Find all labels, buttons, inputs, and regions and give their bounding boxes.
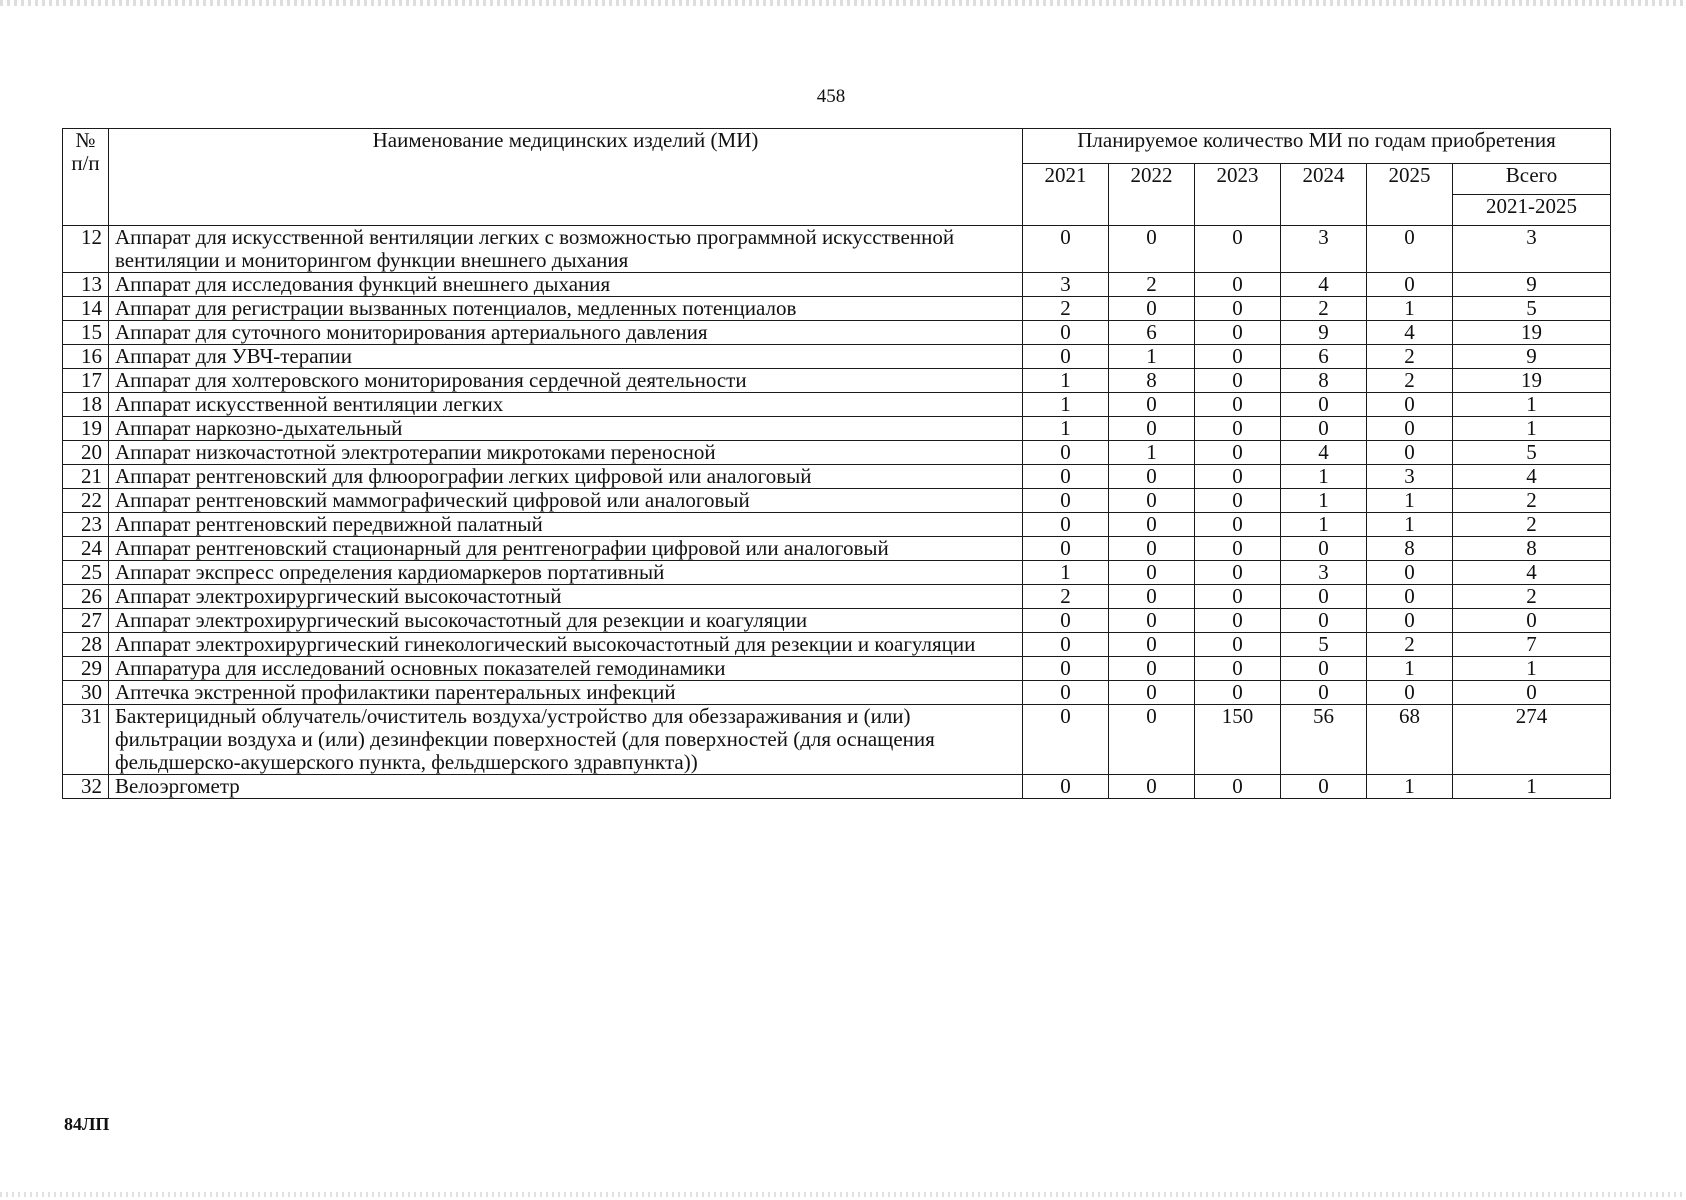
total-quantity: 2 (1453, 585, 1611, 609)
table-row (63, 657, 1611, 681)
year-quantity: 0 (1195, 321, 1281, 345)
year-quantity: 0 (1023, 537, 1109, 561)
total-quantity: 1 (1453, 417, 1611, 441)
device-name: Бактерицидный облучатель/очиститель воздуха/устройство для обеззараживания и (или) фильтрации воздуха и (или) дезинфекции поверхностей (для поверхностей (для оснащения фельдшерско-акушерского пункта, фельдшерского здравпункта)) (109, 705, 1023, 775)
year-quantity: 8 (1367, 537, 1453, 561)
row-number: 18 (63, 393, 109, 417)
year-quantity: 0 (1023, 465, 1109, 489)
year-quantity: 1 (1367, 657, 1453, 681)
year-quantity: 2 (1109, 273, 1195, 297)
year-quantity: 0 (1195, 417, 1281, 441)
year-quantity: 4 (1367, 321, 1453, 345)
row-number: 25 (63, 561, 109, 585)
table-row (63, 633, 1611, 657)
year-quantity: 150 (1195, 705, 1281, 775)
total-quantity: 8 (1453, 537, 1611, 561)
total-quantity: 9 (1453, 345, 1611, 369)
year-quantity: 0 (1281, 657, 1367, 681)
year-quantity: 0 (1195, 393, 1281, 417)
year-quantity: 0 (1023, 609, 1109, 633)
year-quantity: 1 (1281, 513, 1367, 537)
year-quantity: 1 (1023, 369, 1109, 393)
year-quantity: 8 (1281, 369, 1367, 393)
year-quantity: 0 (1109, 297, 1195, 321)
total-quantity: 2 (1453, 489, 1611, 513)
row-number: 15 (63, 321, 109, 345)
year-quantity: 6 (1281, 345, 1367, 369)
header-total-period: 2021-2025 (1453, 195, 1611, 226)
year-quantity: 0 (1195, 537, 1281, 561)
year-quantity: 0 (1109, 417, 1195, 441)
year-quantity: 3 (1281, 226, 1367, 273)
device-name: Велоэргометр (109, 775, 1023, 799)
total-quantity: 0 (1453, 609, 1611, 633)
table-row (63, 705, 1611, 775)
year-quantity: 0 (1195, 465, 1281, 489)
table-row (63, 609, 1611, 633)
device-name: Аппарат рентгеновский маммографический цифровой или аналоговый (109, 489, 1023, 513)
year-quantity: 0 (1109, 513, 1195, 537)
year-quantity: 0 (1109, 585, 1195, 609)
year-quantity: 1 (1367, 297, 1453, 321)
year-quantity: 0 (1023, 226, 1109, 273)
year-quantity: 2 (1367, 633, 1453, 657)
year-quantity: 0 (1195, 345, 1281, 369)
table-row (63, 369, 1611, 393)
scan-edge-top (0, 0, 1686, 6)
table-row (63, 441, 1611, 465)
year-quantity: 6 (1109, 321, 1195, 345)
year-quantity: 0 (1281, 775, 1367, 799)
year-quantity: 0 (1023, 681, 1109, 705)
year-quantity: 0 (1023, 489, 1109, 513)
year-quantity: 0 (1109, 226, 1195, 273)
year-quantity: 0 (1281, 681, 1367, 705)
device-name: Аптечка экстренной профилактики парентеральных инфекций (109, 681, 1023, 705)
year-quantity: 0 (1195, 489, 1281, 513)
row-number: 22 (63, 489, 109, 513)
year-quantity: 1 (1281, 465, 1367, 489)
device-name: Аппарат низкочастотной электротерапии микротоками переносной (109, 441, 1023, 465)
year-quantity: 0 (1195, 561, 1281, 585)
header-year: 2025 (1367, 164, 1453, 226)
year-quantity: 0 (1109, 609, 1195, 633)
total-quantity: 5 (1453, 441, 1611, 465)
year-quantity: 4 (1281, 273, 1367, 297)
year-quantity: 0 (1109, 633, 1195, 657)
row-number: 12 (63, 226, 109, 273)
year-quantity: 0 (1367, 393, 1453, 417)
year-quantity: 0 (1195, 226, 1281, 273)
device-name: Аппарат экспресс определения кардиомаркеров портативный (109, 561, 1023, 585)
year-quantity: 0 (1023, 345, 1109, 369)
year-quantity: 0 (1195, 273, 1281, 297)
year-quantity: 0 (1367, 441, 1453, 465)
table-row (63, 345, 1611, 369)
row-number: 16 (63, 345, 109, 369)
year-quantity: 0 (1195, 441, 1281, 465)
table-row (63, 513, 1611, 537)
device-name: Аппарат рентгеновский передвижной палатный (109, 513, 1023, 537)
year-quantity: 0 (1023, 705, 1109, 775)
row-number: 26 (63, 585, 109, 609)
year-quantity: 0 (1195, 369, 1281, 393)
row-number: 19 (63, 417, 109, 441)
header-planned-quantity: Планируемое количество МИ по годам приобретения (1023, 129, 1611, 164)
document-code: 84ЛП (64, 1114, 110, 1134)
year-quantity: 1 (1109, 345, 1195, 369)
total-quantity: 1 (1453, 775, 1611, 799)
header-year: 2023 (1195, 164, 1281, 226)
device-name: Аппарат для холтеровского мониторирования сердечной деятельности (109, 369, 1023, 393)
scan-edge-bottom (0, 1192, 1686, 1197)
device-name: Аппарат для регистрации вызванных потенциалов, медленных потенциалов (109, 297, 1023, 321)
year-quantity: 0 (1195, 681, 1281, 705)
year-quantity: 3 (1023, 273, 1109, 297)
year-quantity: 1 (1367, 489, 1453, 513)
device-name: Аппарат для суточного мониторирования артериального давления (109, 321, 1023, 345)
header-year: 2021 (1023, 164, 1109, 226)
year-quantity: 0 (1195, 633, 1281, 657)
year-quantity: 0 (1367, 681, 1453, 705)
year-quantity: 0 (1109, 465, 1195, 489)
year-quantity: 0 (1195, 297, 1281, 321)
device-name: Аппарат электрохирургический высокочастотный для резекции и коагуляции (109, 609, 1023, 633)
header-year: 2022 (1109, 164, 1195, 226)
year-quantity: 68 (1367, 705, 1453, 775)
total-quantity: 1 (1453, 657, 1611, 681)
year-quantity: 0 (1281, 609, 1367, 633)
device-name: Аппарат для искусственной вентиляции легких с возможностью программной искусственной вентиляции и мониторингом функции внешнего дыхания (109, 226, 1023, 273)
year-quantity: 0 (1367, 585, 1453, 609)
year-quantity: 0 (1023, 657, 1109, 681)
table-row (63, 775, 1611, 799)
total-quantity: 19 (1453, 369, 1611, 393)
table-row (63, 465, 1611, 489)
row-number: 24 (63, 537, 109, 561)
device-name: Аппарат рентгеновский для флюорографии легких цифровой или аналоговый (109, 465, 1023, 489)
year-quantity: 0 (1367, 273, 1453, 297)
total-quantity: 3 (1453, 226, 1611, 273)
total-quantity: 9 (1453, 273, 1611, 297)
year-quantity: 0 (1195, 775, 1281, 799)
year-quantity: 4 (1281, 441, 1367, 465)
year-quantity: 5 (1281, 633, 1367, 657)
total-quantity: 5 (1453, 297, 1611, 321)
year-quantity: 1 (1109, 441, 1195, 465)
table-row (63, 585, 1611, 609)
year-quantity: 0 (1281, 585, 1367, 609)
row-number: 13 (63, 273, 109, 297)
row-number: 21 (63, 465, 109, 489)
year-quantity: 2 (1367, 345, 1453, 369)
table-header (63, 129, 1611, 226)
year-quantity: 0 (1195, 657, 1281, 681)
medical-devices-table (62, 128, 1611, 799)
year-quantity: 0 (1023, 441, 1109, 465)
table-row (63, 489, 1611, 513)
year-quantity: 0 (1367, 609, 1453, 633)
year-quantity: 0 (1195, 585, 1281, 609)
year-quantity: 1 (1367, 513, 1453, 537)
year-quantity: 0 (1281, 393, 1367, 417)
year-quantity: 0 (1109, 775, 1195, 799)
table-row (63, 273, 1611, 297)
row-number: 17 (63, 369, 109, 393)
year-quantity: 0 (1023, 513, 1109, 537)
total-quantity: 274 (1453, 705, 1611, 775)
year-quantity: 1 (1023, 393, 1109, 417)
year-quantity: 0 (1023, 633, 1109, 657)
row-number: 14 (63, 297, 109, 321)
header-total: Всего (1453, 164, 1611, 195)
year-quantity: 2 (1023, 297, 1109, 321)
year-quantity: 9 (1281, 321, 1367, 345)
year-quantity: 8 (1109, 369, 1195, 393)
table-body (63, 226, 1611, 799)
device-name: Аппарат рентгеновский стационарный для рентгенографии цифровой или аналоговый (109, 537, 1023, 561)
header-number: № п/п (63, 129, 109, 226)
year-quantity: 2 (1281, 297, 1367, 321)
year-quantity: 0 (1023, 775, 1109, 799)
total-quantity: 1 (1453, 393, 1611, 417)
year-quantity: 0 (1367, 226, 1453, 273)
table-row (63, 297, 1611, 321)
total-quantity: 2 (1453, 513, 1611, 537)
header-year: 2024 (1281, 164, 1367, 226)
year-quantity: 0 (1023, 321, 1109, 345)
year-quantity: 0 (1195, 513, 1281, 537)
year-quantity: 0 (1195, 609, 1281, 633)
device-name: Аппарат электрохирургический гинекологический высокочастотный для резекции и коагуляции (109, 633, 1023, 657)
year-quantity: 3 (1281, 561, 1367, 585)
year-quantity: 0 (1281, 537, 1367, 561)
row-number: 31 (63, 705, 109, 775)
year-quantity: 0 (1109, 681, 1195, 705)
year-quantity: 1 (1367, 775, 1453, 799)
year-quantity: 0 (1109, 705, 1195, 775)
year-quantity: 1 (1023, 417, 1109, 441)
total-quantity: 4 (1453, 561, 1611, 585)
page-number: 458 (816, 86, 846, 107)
table-row (63, 226, 1611, 273)
device-name: Аппарат для УВЧ-терапии (109, 345, 1023, 369)
year-quantity: 1 (1023, 561, 1109, 585)
year-quantity: 0 (1109, 393, 1195, 417)
table-row (63, 681, 1611, 705)
year-quantity: 2 (1367, 369, 1453, 393)
header-device-name: Наименование медицинских изделий (МИ) (109, 129, 1023, 226)
total-quantity: 19 (1453, 321, 1611, 345)
device-name: Аппарат наркозно-дыхательный (109, 417, 1023, 441)
table-row (63, 393, 1611, 417)
total-quantity: 4 (1453, 465, 1611, 489)
device-name: Аппарат для исследования функций внешнего дыхания (109, 273, 1023, 297)
year-quantity: 3 (1367, 465, 1453, 489)
table-row (63, 417, 1611, 441)
row-number: 20 (63, 441, 109, 465)
row-number: 32 (63, 775, 109, 799)
year-quantity: 0 (1109, 489, 1195, 513)
row-number: 27 (63, 609, 109, 633)
year-quantity: 0 (1367, 417, 1453, 441)
device-name: Аппарат электрохирургический высокочастотный (109, 585, 1023, 609)
year-quantity: 1 (1281, 489, 1367, 513)
table-row (63, 561, 1611, 585)
year-quantity: 0 (1109, 537, 1195, 561)
device-name: Аппаратура для исследований основных показателей гемодинамики (109, 657, 1023, 681)
table-row (63, 321, 1611, 345)
year-quantity: 0 (1367, 561, 1453, 585)
row-number: 29 (63, 657, 109, 681)
total-quantity: 7 (1453, 633, 1611, 657)
device-name: Аппарат искусственной вентиляции легких (109, 393, 1023, 417)
year-quantity: 0 (1109, 561, 1195, 585)
year-quantity: 56 (1281, 705, 1367, 775)
year-quantity: 0 (1281, 417, 1367, 441)
year-quantity: 0 (1109, 657, 1195, 681)
row-number: 23 (63, 513, 109, 537)
row-number: 28 (63, 633, 109, 657)
year-quantity: 2 (1023, 585, 1109, 609)
table-row (63, 537, 1611, 561)
row-number: 30 (63, 681, 109, 705)
total-quantity: 0 (1453, 681, 1611, 705)
